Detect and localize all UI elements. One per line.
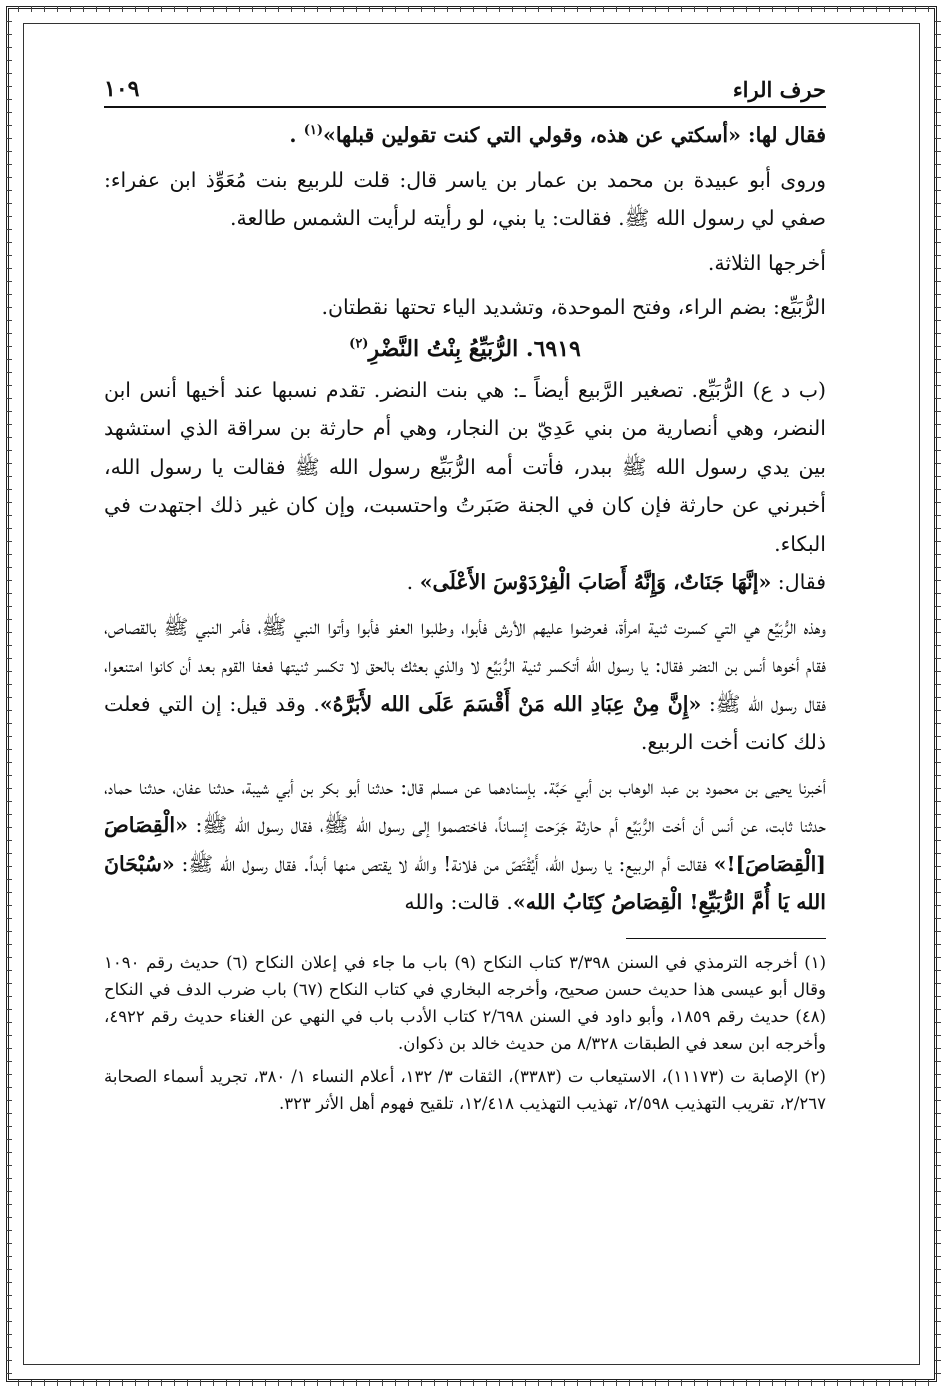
footnote-2: (٢) الإصابة ت (١١١٧٣)، الاستيعاب ت (٣٣٨٣)، الثقات ٣/ ١٣٢، أعلام النساء ١/ ٣٨٠، تجريد أسماء الصحابة ٢/٢٦٧، تقريب التهذيب ٢/٥٩٨، تهذيب التهذيب ١٢/٤١٨، تلقيح فهوم أهل الأثر ٣٢٣.: [104, 1066, 826, 1113]
entry-heading-text: ٦٩١٩. الرُّبَيِّعُ بِنْتُ النَّضْرِ: [368, 335, 581, 362]
footnote-ref-1: (١): [303, 123, 323, 139]
entry-heading: [104, 327, 826, 371]
paragraph-2: وروى أبو عبيدة بن محمد بن عمار بن ياسر قال: قلت للربيع بنت مُعَوِّذ ابن عفراء: صفي لي رسول الله ﷺ. فقالت: يا بني، لو رأيته لرأيت الشمس طالعة.: [104, 167, 826, 230]
page-number: ١٠٩: [104, 76, 140, 102]
paragraph-7: [104, 608, 826, 762]
hadith-quote-3: «الْقِصَاصَ [الْقِصَاصَ]!»: [104, 813, 826, 876]
paragraph-6: [104, 563, 826, 602]
paragraph-3: أخرجها الثلاثة.: [707, 250, 826, 275]
hadith-quote-2: «إِنَّ مِنْ عِبَادِ الله مَنْ أَقْسَمَ عَلَى الله لأَبَرَّهُ»: [319, 691, 702, 716]
border-ornament-right: [935, 12, 941, 1380]
paragraph-1-text: فقال لها: «أسكتي عن هذه، وقولي التي كنت تقولين قبلها»: [323, 123, 826, 147]
running-header: [104, 72, 826, 108]
footnote-1: (١) أخرجه الترمذي في السنن ٣/٣٩٨ كتاب النكاح (٩) باب ما جاء في إعلان النكاح (٦) حديث رقم ١٠٩٠ وقال أبو عيسى هذا حديث حسن صحيح، وأخرجه البخاري في كتاب النكاح (٦٧) باب ضرب الدف في النكاح (٤٨) حديث رقم ١٨٥٩، وأبو داود في السنن ٢/٦٩٨ كتاب الأدب باب في النهي عن الغناء حديث رقم ٤٩٢٢، وأخرجه ابن سعد في الطبقات ٨/٣٢٨ من حديث خالد بن ذكوان.: [104, 952, 826, 1053]
paragraph-1-end: .: [289, 123, 304, 147]
footnotes: [104, 949, 826, 1117]
paragraph-8-a: أخبرنا يحيى بن محمود بن عبد الوهاب بن أبي حَبَّة. بإسنادهما عن مسلم قال: حدثنا أبو بكر بن أبي شيبة، حدثنا عفان، حدثنا حماد، حدثنا ثابت، عن أنس أن أخت الرُّبَيِّع أم حارثة جَرَحت إنساناً، فاختصموا إلى رسول الله ﷺ، فقال رسول الله ﷺ:: [104, 774, 826, 837]
paragraph-8: [104, 768, 826, 922]
main-text: [104, 116, 826, 922]
chapter-title: حرف الراء: [732, 77, 826, 102]
paragraph-4: الرُّبَيِّع: بضم الراء، وفتح الموحدة، وتشديد الياء تحتها نقطتان.: [321, 295, 826, 319]
paragraph-7-a: وهذه الرُّبَيِّع هي التي كسرت ثنية امرأة، فعرضوا عليهم الأرش فأبوا، وطلبوا العفو فأبوا وأتوا النبي ﷺ، فأمر النبي ﷺ بالقصاص، فقام أخوها أنس بن النضر فقال: يا رسول الله أتكسر ثنية الرُّبَيِّع لا والذي بعثك بالحق لا تكسر ثنيتها فعفا القوم بعد أن كانوا امتنعوا، فقال رسول الله ﷺ:: [104, 614, 826, 716]
footnote-separator: [626, 938, 826, 939]
paragraph-5: (ب د ع) الرُّبَيِّع. تصغير الرَّبيع أيضاً ـ: هي بنت النضر. تقدم نسبها عند أخيها أنس ابن النضر، وهي أنصارية من بني عَدِيّ بن النجار، وهي أم حارثة بن سراقة الذي استشهد بين يدي رسول الله ﷺ ببدر، فأتت أمه الرُّبَيِّع رسول الله ﷺ فقالت يا رسول الله، أخبرني عن حارثة فإن كان في الجنة صَبَرتُ واحتسبت، وإن كان غير ذلك اجتهدت في البكاء.: [104, 377, 826, 556]
paragraph-8-c: . قالت: والله: [404, 890, 513, 914]
paragraph-6-end: .: [406, 570, 420, 594]
paragraph-6-start: فقال:: [771, 570, 826, 594]
footnote-ref-2: (٢): [349, 336, 369, 352]
border-ornament-top: [12, 6, 935, 12]
hadith-quote-4: «سُبْحَانَ الله يَا أُمَّ الرُّبَيِّعِ! الْقِصَاصُ كِتَابُ الله»: [104, 851, 826, 914]
paragraph-8-b: فقالت أم الربيع: يا رسول الله، أَيُقْتَصّ من فلانة! والله لا يقتص منها أبداً. فقال رسول الله ﷺ:: [174, 851, 714, 876]
page-content: [104, 72, 826, 1123]
border-ornament-bottom: [12, 1380, 935, 1386]
paragraph-1: [104, 116, 826, 155]
border-ornament-left: [6, 12, 12, 1380]
hadith-quote-1: «إنَّهَا جَنَاتٌ، وَإِنَّهُ أَصَابَ الْفِرْدَوْسَ الأَعْلَى»: [419, 570, 772, 594]
paragraph-7-b: . وقد قيل: إن التي فعلت ذلك كانت أخت الربيع.: [104, 691, 826, 754]
